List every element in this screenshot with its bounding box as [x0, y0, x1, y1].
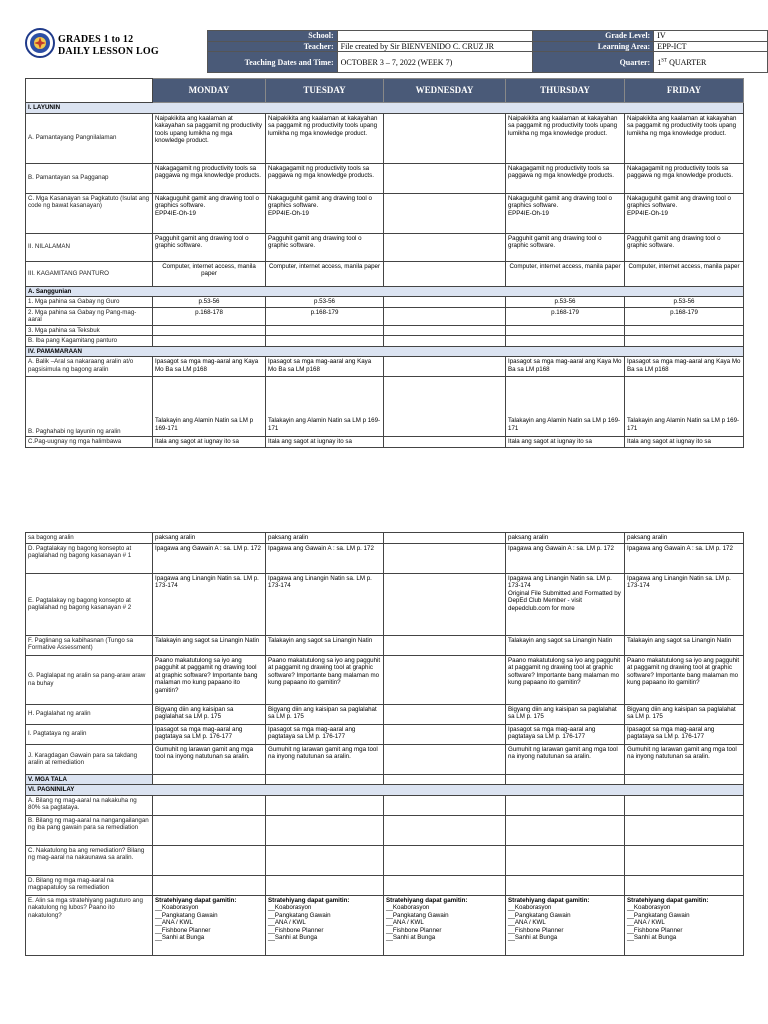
cell-j-wed	[384, 744, 506, 774]
cell-pc-wed	[384, 845, 506, 875]
cell-guro-thu: p.53-56	[506, 297, 625, 308]
cell-guro-wed	[384, 297, 506, 308]
cell-e-thu: Ipagawa ang Linangin Natin sa. LM p. 173-174 Original File Submitted and Formatted by DepEd Club Member - visit depedclub.com for more	[506, 573, 625, 635]
grade-level-label: Grade Level:	[533, 31, 654, 42]
cell-i-wed	[384, 724, 506, 744]
cell-lm-fri: p.168-179	[625, 307, 744, 325]
cell-e-mon: Ipagawa ang Linangin Natin sa. LM p. 173-174	[153, 573, 266, 635]
cell-j-tue: Gumuhit ng larawan gamit ang mga tool na inyong natutunan sa aralin.	[266, 744, 384, 774]
cell-j-fri: Gumuhit ng larawan gamit ang mga tool na inyong natutunan sa aralin.	[625, 744, 744, 774]
teacher-label: Teacher:	[208, 41, 338, 52]
row-label-paglinang: F. Paglinang sa kabihasnan (Tungo sa Formative Assessment)	[26, 635, 153, 655]
cell-paghahabi-mon: Talakayin ang Alamin Natin sa LM p 169-171	[153, 377, 266, 437]
cell-e-tue: Ipagawa ang Linangin Natin sa. LM p. 173-174	[266, 573, 384, 635]
cell-c-fri: Nakaguguhit gamit ang drawing tool o graphics software. EPP4IE-Oh-19	[625, 193, 744, 233]
row-label-paghahabi: B. Paghahabi ng layunin ng aralin	[26, 377, 153, 437]
cell-lm-mon: p.168-178	[153, 307, 266, 325]
cell-b-wed	[384, 163, 506, 193]
cell-pc-tue	[266, 845, 384, 875]
cell-pb-tue	[266, 815, 384, 845]
cell-h-mon: Bigyang diin ang kaisipan sa paglalahat sa LM p. 175	[153, 704, 266, 724]
cell-d-wed	[384, 543, 506, 573]
cell-pa-tue	[266, 795, 384, 815]
cell-d-thu: Ipagawa ang Gawain A : sa. LM p. 172	[506, 543, 625, 573]
cell-i-fri: Ipasagot sa mga mag-aaral ang pagtataya sa LM p. 176-177	[625, 724, 744, 744]
cell-cont-mon: paksang aralin	[153, 533, 266, 544]
cell-nilalaman-mon: Pagguhit gamit ang drawing tool o graphic software.	[153, 233, 266, 261]
cell-pa-wed	[384, 795, 506, 815]
cell-f-wed	[384, 635, 506, 655]
cell-pb-wed	[384, 815, 506, 845]
cell-lm-thu: p.168-179	[506, 307, 625, 325]
cell-pc-fri	[625, 845, 744, 875]
cell-f-tue: Talakayin ang sagot sa Linangin Natin	[266, 635, 384, 655]
row-label-balik-aral: A. Balik –Aral sa nakaraang aralin at/o pagsisimula ng bagong aralin	[26, 357, 153, 377]
cell-kagamitan-thu: Computer, internet access, manila paper	[506, 261, 625, 286]
cell-f-fri: Talakayin ang sagot sa Linangin Natin	[625, 635, 744, 655]
cell-guro-fri: p.53-56	[625, 297, 744, 308]
section-layunin: I. LAYUNIN	[26, 103, 744, 114]
cell-iba-mon	[153, 336, 266, 347]
cell-pd-thu	[506, 875, 625, 895]
row-label-sa-bagong-aralin: sa bagong aralin	[26, 533, 153, 544]
cell-cont-tue: paksang aralin	[266, 533, 384, 544]
cell-c-mon: Nakaguguhit gamit ang drawing tool o graphics software. EPP4IE-Oh-19	[153, 193, 266, 233]
cell-strat-thu: Stratehiyang dapat gamitin: __Koaborasyon __Pangkatang Gawain __ANA / KWL __Fishbone Planner __Sanhi at Bunga	[506, 895, 625, 955]
cell-strat-tue: Stratehiyang dapat gamitin: __Koaborasyon __Pangkatang Gawain __ANA / KWL __Fishbone Planner __Sanhi at Bunga	[266, 895, 384, 955]
lesson-log-table-page1	[25, 78, 744, 448]
cell-paghahabi-fri: Talakayin ang Alamin Natin sa LM p 169-171	[625, 377, 744, 437]
form-title-line1: GRADES 1 to 12	[58, 34, 134, 45]
deped-seal-icon	[25, 28, 55, 58]
cell-a-wed	[384, 113, 506, 163]
cell-g-wed	[384, 655, 506, 704]
cell-g-thu: Paano makatutulong sa iyo ang pagguhit at paggamit ng drawing tool at graphic software? Importante bang malaman mo kung papaano ito gamitin?	[506, 655, 625, 704]
row-label-bilang-80: A. Bilang ng mag-aaral na nakakuha ng 80% sa pagtataya.	[26, 795, 153, 815]
cell-nilalaman-wed	[384, 233, 506, 261]
cell-pb-thu	[506, 815, 625, 845]
row-label-paglalahat: H. Paglalahat ng aralin	[26, 704, 153, 724]
cell-j-mon: Gumuhit ng larawan gamit ang mga tool na inyong natutunan sa aralin.	[153, 744, 266, 774]
school-value	[337, 31, 533, 42]
cell-iba-wed	[384, 336, 506, 347]
cell-pb-mon	[153, 815, 266, 845]
cell-tala-tue	[266, 774, 384, 785]
cell-g-fri: Paano makatutulong sa iyo ang pagguhit at paggamit ng drawing tool at graphic software? Importante bang malaman mo kung papaano ito gamitin?	[625, 655, 744, 704]
cell-teksbuk-fri	[625, 325, 744, 336]
cell-kagamitan-fri: Computer, internet access, manila paper	[625, 261, 744, 286]
cell-a-tue: Naipakikita ang kaalaman at kakayahan sa paggamit ng productivity tools upang lumikha ng mga knowledge product.	[266, 113, 384, 163]
form-title	[58, 34, 159, 58]
row-label-gabay-mag-aaral: 2. Mga pahina sa Gabay ng Pang-mag-aaral	[26, 307, 153, 325]
cell-nilalaman-tue: Pagguhit gamit ang drawing tool o graphic software.	[266, 233, 384, 261]
cell-pa-thu	[506, 795, 625, 815]
cell-uugnay-fri: Itala ang sagot at iugnay ito sa	[625, 437, 744, 448]
day-header-friday: FRIDAY	[625, 79, 744, 103]
cell-tala-mon	[153, 774, 266, 785]
cell-i-mon: Ipasagot sa mga mag-aaral ang pagtataya sa LM p. 176-177	[153, 724, 266, 744]
row-label-mga-kasanayan: C. Mga Kasanayan sa Pagkatuto (Isulat ang code ng bawat kasanayan)	[26, 193, 153, 233]
cell-balik-thu: Ipasagot sa mga mag-aaral ang Kaya Mo Ba sa LM p168	[506, 357, 625, 377]
cell-d-mon: Ipagawa ang Gawain A : sa. LM p. 172	[153, 543, 266, 573]
cell-pc-thu	[506, 845, 625, 875]
row-label-pagtalakay-2: E. Pagtalakay ng bagong konsepto at paglalahad ng bagong kasanayan # 2	[26, 573, 153, 635]
row-label-nilalaman: II. NILALAMAN	[26, 233, 153, 261]
cell-f-mon: Talakayin ang sagot sa Linangin Natin	[153, 635, 266, 655]
row-label-nakatulong-remediation: C. Nakatulong ba ang remediation? Bilang ng mag-aaral na nakaunawa sa aralin.	[26, 845, 153, 875]
cell-cont-thu: paksang aralin	[506, 533, 625, 544]
teaching-dates-label: Teaching Dates and Time:	[208, 52, 338, 73]
cell-iba-tue	[266, 336, 384, 347]
cell-h-tue: Bigyang diin ang kaisipan sa paglalahat sa LM p. 175	[266, 704, 384, 724]
cell-cont-wed	[384, 533, 506, 544]
cell-nilalaman-thu: Pagguhit gamit ang drawing tool o graphic software.	[506, 233, 625, 261]
cell-iba-thu	[506, 336, 625, 347]
row-label-magpapatuloy: D. Bilang ng mga mag-aaral na magpapatuloy sa remediation	[26, 875, 153, 895]
quarter-label: Quarter:	[533, 52, 654, 73]
cell-h-wed	[384, 704, 506, 724]
cell-pd-fri	[625, 875, 744, 895]
cell-tala-wed	[384, 774, 506, 785]
row-label-pamantayan-sa-pagganap: B. Pamantayan sa Pagganap	[26, 163, 153, 193]
corner-cell	[26, 79, 153, 103]
cell-balik-fri: Ipasagot sa mga mag-aaral ang Kaya Mo Ba sa LM p168	[625, 357, 744, 377]
row-label-stratehiya: E. Alin sa mga stratehiyang pagtuturo ang nakatulong ng lubos? Paano ito nakatulong?	[26, 895, 153, 955]
cell-teksbuk-mon	[153, 325, 266, 336]
row-label-iba-pang-kagamitan: B. Iba pang Kagamitang panturo	[26, 336, 153, 347]
cell-e-wed	[384, 573, 506, 635]
row-label-karagdagan-gawain: J. Karagdagan Gawain para sa takdang aralin at remediation	[26, 744, 153, 774]
cell-balik-mon: Ipasagot sa mga mag-aaral ang Kaya Mo Ba sa LM p168	[153, 357, 266, 377]
section-mga-tala: V. MGA TALA	[26, 774, 153, 785]
day-header-thursday: THURSDAY	[506, 79, 625, 103]
section-pamamaraan: IV. PAMAMARAAN	[26, 346, 744, 357]
cell-j-thu: Gumuhit ng larawan gamit ang mga tool na inyong natutunan sa aralin.	[506, 744, 625, 774]
cell-lm-wed	[384, 307, 506, 325]
cell-g-tue: Paano makatutulong sa iyo ang pagguhit at paggamit ng drawing tool at graphic software? Importante bang malaman mo kung papaano ito gamitin?	[266, 655, 384, 704]
cell-guro-mon: p.53-56	[153, 297, 266, 308]
cell-teksbuk-wed	[384, 325, 506, 336]
cell-uugnay-tue: Itala ang sagot at iugnay ito sa	[266, 437, 384, 448]
row-label-pag-uugnay: C.Pag-uugnay ng mga halimbawa	[26, 437, 153, 448]
cell-uugnay-thu: Itala ang sagot at iugnay ito sa	[506, 437, 625, 448]
cell-b-thu: Nakagagamit ng productivity tools sa paggawa ng mga knowledge products.	[506, 163, 625, 193]
cell-b-tue: Nakagagamit ng productivity tools sa paggawa ng mga knowledge products.	[266, 163, 384, 193]
cell-i-tue: Ipasagot sa mga mag-aaral ang pagtataya sa LM p. 176-177	[266, 724, 384, 744]
cell-lm-tue: p.168-179	[266, 307, 384, 325]
day-header-wednesday: WEDNESDAY	[384, 79, 506, 103]
cell-b-mon: Nakagagamit ng productivity tools sa paggawa ng mga knowledge products.	[153, 163, 266, 193]
cell-d-fri: Ipagawa ang Gawain A : sa. LM p. 172	[625, 543, 744, 573]
cell-pd-mon	[153, 875, 266, 895]
cell-paghahabi-tue: Talakayin ang Alamin Natin sa LM p 169-171	[266, 377, 384, 437]
cell-pb-fri	[625, 815, 744, 845]
row-label-pagtalakay-1: D. Pagtalakay ng bagong konsepto at paglalahad ng bagong kasanayan # 1	[26, 543, 153, 573]
row-label-gabay-guro: 1. Mga pahina sa Gabay ng Guro	[26, 297, 153, 308]
lesson-log-table-page2	[25, 532, 744, 956]
quarter-value: 1ST QUARTER	[654, 52, 768, 73]
row-label-pamantayang-pangnilalaman: A. Pamantayang Pangnilalaman	[26, 113, 153, 163]
grade-level-value: IV	[654, 31, 768, 42]
learning-area-label: Learning Area:	[533, 41, 654, 52]
cell-a-mon: Naipakikita ang kaalaman at kakayahan sa paggamit ng productivity tools upang lumikha ng mga knowledge product.	[153, 113, 266, 163]
cell-b-fri: Nakagagamit ng productivity tools sa paggawa ng mga knowledge products.	[625, 163, 744, 193]
cell-c-thu: Nakaguguhit gamit ang drawing tool o graphics software. EPP4IE-Oh-19	[506, 193, 625, 233]
header-info-table	[207, 30, 768, 73]
cell-g-mon: Paano makatutulong sa iyo ang pagguhit at paggamit ng drawing tool at graphic software? Importante bang malaman mo kung papaano ito gamitin?	[153, 655, 266, 704]
cell-pd-wed	[384, 875, 506, 895]
day-header-tuesday: TUESDAY	[266, 79, 384, 103]
row-label-remediation: B. Bilang ng mag-aaral na nangangailangan ng iba pang gawain para sa remediation	[26, 815, 153, 845]
cell-strat-wed: Stratehiyang dapat gamitin: __Koaborasyon __Pangkatang Gawain __ANA / KWL __Fishbone Planner __Sanhi at Bunga	[384, 895, 506, 955]
dll-header	[25, 28, 743, 74]
cell-a-fri: Naipakikita ang kaalaman at kakayahan sa paggamit ng productivity tools upang lumikha ng mga knowledge product.	[625, 113, 744, 163]
cell-balik-wed	[384, 357, 506, 377]
cell-teksbuk-tue	[266, 325, 384, 336]
cell-pa-fri	[625, 795, 744, 815]
cell-paghahabi-thu: Talakayin ang Alamin Natin sa LM p 169-171	[506, 377, 625, 437]
cell-pa-mon	[153, 795, 266, 815]
cell-a-thu: Naipakikita ang kaalaman at kakayahan sa paggamit ng productivity tools upang lumikha ng mga knowledge product.	[506, 113, 625, 163]
learning-area-value: EPP-ICT	[654, 41, 768, 52]
cell-strat-fri: Stratehiyang dapat gamitin: __Koaborasyon __Pangkatang Gawain __ANA / KWL __Fishbone Planner __Sanhi at Bunga	[625, 895, 744, 955]
section-pagninilay: VI. PAGNINILAY	[26, 785, 744, 796]
row-label-kagamitang-panturo: III. KAGAMITANG PANTURO	[26, 261, 153, 286]
cell-uugnay-mon: Itala ang sagot at iugnay ito sa	[153, 437, 266, 448]
cell-h-thu: Bigyang diin ang kaisipan sa paglalahat sa LM p. 175	[506, 704, 625, 724]
row-label-pagtataya: I. Pagtataya ng aralin	[26, 724, 153, 744]
teacher-value: File created by Sir BIENVENIDO C. CRUZ JR	[337, 41, 533, 52]
teaching-dates-value: OCTOBER 3 – 7, 2022 (WEEK 7)	[337, 52, 533, 73]
school-label: School:	[208, 31, 338, 42]
cell-guro-tue: p.53-56	[266, 297, 384, 308]
cell-c-tue: Nakaguguhit gamit ang drawing tool o graphics software. EPP4IE-Oh-19	[266, 193, 384, 233]
cell-uugnay-wed	[384, 437, 506, 448]
cell-i-thu: Ipasagot sa mga mag-aaral ang pagtataya sa LM p. 176-177	[506, 724, 625, 744]
cell-paghahabi-wed	[384, 377, 506, 437]
cell-tala-thu	[506, 774, 625, 785]
cell-iba-fri	[625, 336, 744, 347]
cell-e-fri: Ipagawa ang Linangin Natin sa. LM p. 173-174	[625, 573, 744, 635]
cell-kagamitan-tue: Computer, internet access, manila paper	[266, 261, 384, 286]
cell-pd-tue	[266, 875, 384, 895]
cell-h-fri: Bigyang diin ang kaisipan sa paglalahat sa LM p. 175	[625, 704, 744, 724]
cell-c-wed	[384, 193, 506, 233]
row-label-teksbuk: 3. Mga pahina sa Teksbuk	[26, 325, 153, 336]
cell-teksbuk-thu	[506, 325, 625, 336]
section-sanggunian: A. Sanggunian	[26, 286, 744, 297]
cell-balik-tue: Ipasagot sa mga mag-aaral ang Kaya Mo Ba sa LM p168	[266, 357, 384, 377]
cell-cont-fri: paksang aralin	[625, 533, 744, 544]
day-header-monday: MONDAY	[153, 79, 266, 103]
cell-kagamitan-wed	[384, 261, 506, 286]
cell-f-thu: Talakayin ang sagot sa Linangin Natin	[506, 635, 625, 655]
cell-strat-mon: Stratehiyang dapat gamitin: __Koaborasyon __Pangkatang Gawain __ANA / KWL __Fishbone Planner __Sanhi at Bunga	[153, 895, 266, 955]
cell-pc-mon	[153, 845, 266, 875]
cell-nilalaman-fri: Pagguhit gamit ang drawing tool o graphic software.	[625, 233, 744, 261]
cell-kagamitan-mon: Computer, internet access, manila paper	[153, 261, 266, 286]
cell-d-tue: Ipagawa ang Gawain A : sa. LM p. 172	[266, 543, 384, 573]
row-label-paglalapat: G. Paglalapat ng aralin sa pang-araw araw na buhay	[26, 655, 153, 704]
form-title-line2: DAILY LESSON LOG	[58, 46, 159, 57]
cell-tala-fri	[625, 774, 744, 785]
